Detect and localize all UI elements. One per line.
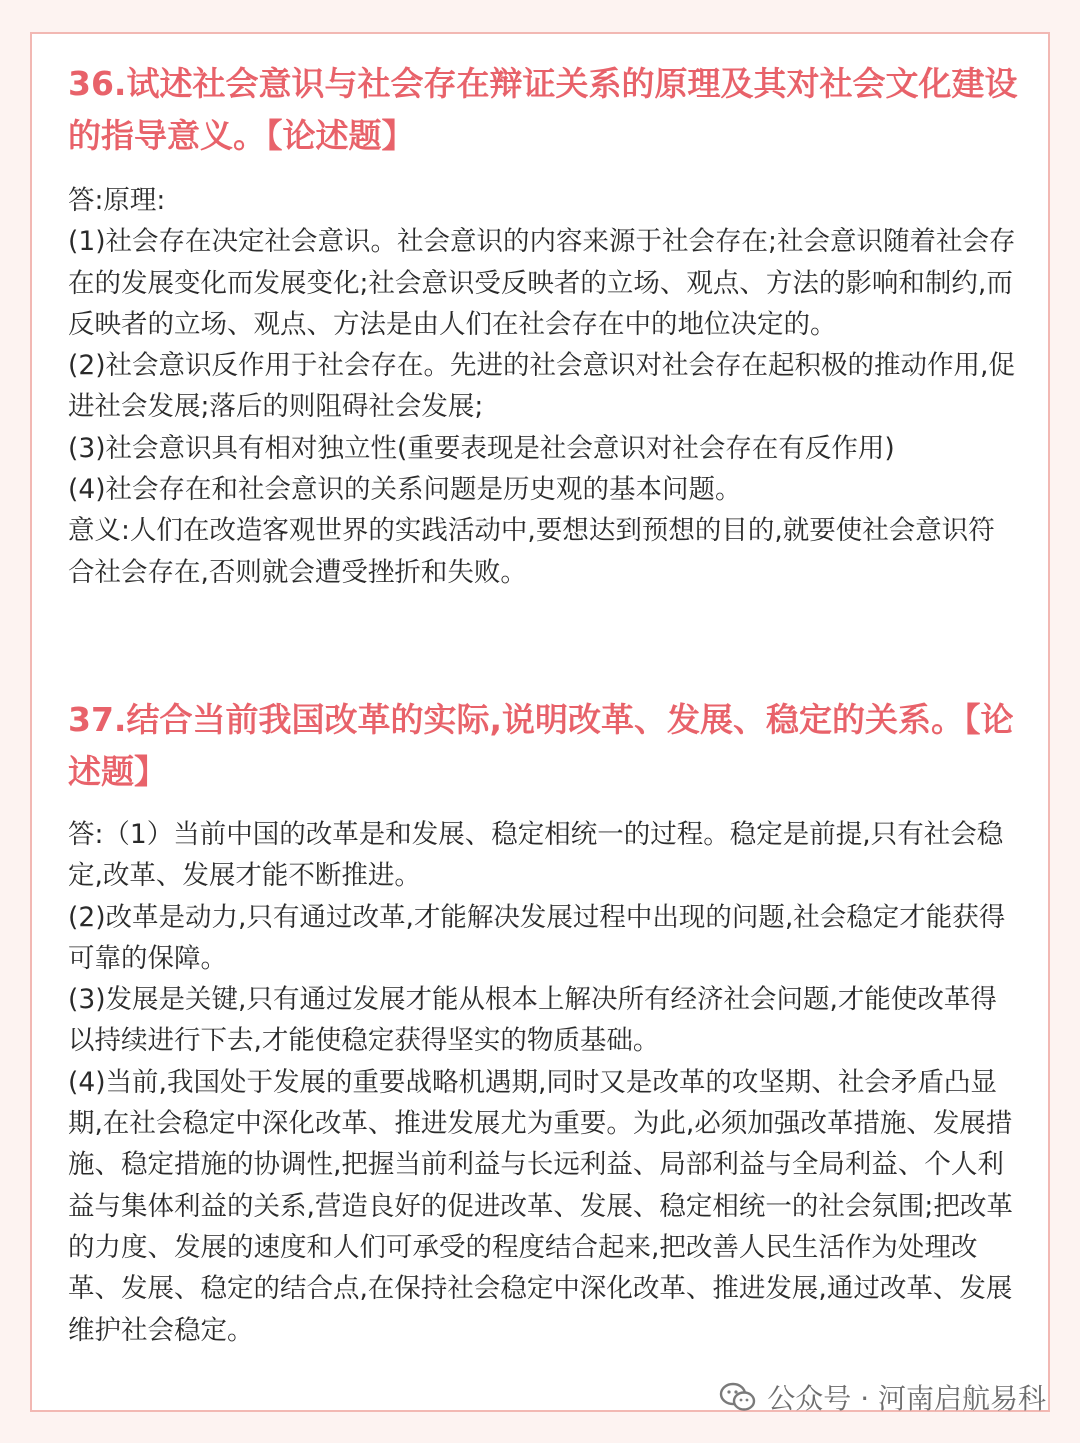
answer-line: 答:原理: [68,185,166,216]
question-37-answer [68,814,1018,1351]
answer-line: (3)发展是关键,只有通过发展才能从根本上解决所有经济社会问题,才能使改革得以持续进行下去,才能使稳定获得坚实的物质基础。 [68,984,997,1057]
question-36-answer [68,180,1018,593]
answer-line: 答:（1）当前中国的改革是和发展、稳定相统一的过程。稳定是前提,只有社会稳定,改革、发展才能不断推进。 [68,819,1004,892]
wechat-icon [719,1381,757,1413]
answer-line: 意义:人们在改造客观世界的实践活动中,要想达到预想的目的,就要使社会意识符合社会存在,否则就会遭受挫折和失败。 [68,515,995,588]
question-37-title: 37.结合当前我国改革的实际,说明改革、发展、稳定的关系。【论述题】 [68,700,1014,791]
content-card [30,32,1050,1412]
watermark-text: 公众号 · 河南启航易科 [767,1382,1046,1415]
answer-line: (2)社会意识反作用于社会存在。先进的社会意识对社会存在起积极的推动作用,促进社会发展;落后的则阻碍社会发展; [68,350,1015,423]
answer-line: (2)改革是动力,只有通过改革,才能解决发展过程中出现的问题,社会稳定才能获得可靠的保障。 [68,901,1006,974]
answer-line: (4)社会存在和社会意识的关系问题是历史观的基本问题。 [68,474,742,506]
watermark [719,1377,1046,1417]
answer-line: (3)社会意识具有相对独立性(重要表现是社会意识对社会存在有反作用) [68,432,895,464]
question-36-title: 36.试述社会意识与社会存在辩证关系的原理及其对社会文化建设的指导意义。【论述题】 [68,64,1018,155]
answer-line: (1)社会存在决定社会意识。社会意识的内容来源于社会存在;社会意识随着社会存在的发展变化而发展变化;社会意识受反映者的立场、观点、方法的影响和制约,而反映者的立场、观点、方法是由人们在社会存在中的地位决定的。 [68,226,1016,340]
answer-line: (4)当前,我国处于发展的重要战略机遇期,同时又是改革的攻坚期、社会矛盾凸显期,在社会稳定中深化改革、推进发展尤为重要。为此,必须加强改革措施、发展措施、稳定措施的协调性,把握当前利益与长远利益、局部利益与全局利益、个人利益与集体利益的关系,营造良好的促进改革、发展、稳定相统一的社会氛围;把改革的力度、发展的速度和人们可承受的程度结合起来,把改善人民生活作为处理改革、发展、稳定的结合点,在保持社会稳定中深化改革、推进发展,通过改革、发展维护社会稳定。 [68,1066,1013,1346]
